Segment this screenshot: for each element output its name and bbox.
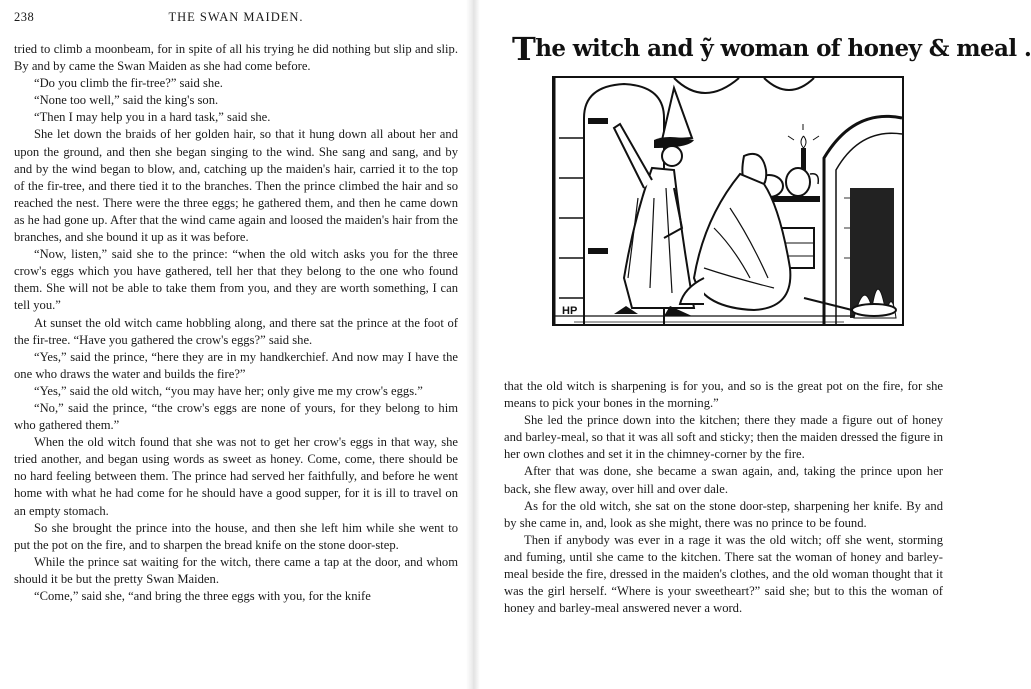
paragraph: So she brought the prince into the house, and then she left him while she went to put the pot on the fire, and to sharpen the bread knife on the stone door-step.: [14, 520, 458, 552]
witch-kitchen-drawing: [554, 78, 902, 324]
paragraph: “Now, listen,” said she to the prince: “when the old witch asks you for the three crow's eggs which you have gathered, tell her that they belong to the one who found them. She will not be able to take them from you, and they are worth something, I can tell you.”: [14, 247, 458, 313]
chapter-title-initial: T: [512, 30, 536, 68]
illustration-monogram: HP: [562, 305, 578, 317]
right-body-text: [504, 378, 943, 617]
running-head: [14, 6, 458, 28]
left-body-text: [14, 41, 458, 605]
running-title: THE SWAN MAIDEN.: [168, 10, 304, 24]
paragraph: As for the old witch, she sat on the stone door-step, sharpening her knife. By and by she came in, and, look as she might, there was no prince to be found.: [504, 498, 943, 530]
chapter-title-text: he witch and ỹ woman of honey & meal .: [535, 35, 1031, 62]
paragraph: that the old witch is sharpening is for you, and so is the great pot on the fire, for she means to pick your bones in the morning.”: [504, 379, 943, 411]
paragraph: She let down the braids of her golden hair, so that it hung down all about her and upon the ground, and then she began singing to the wind. She sang and sang, and by and by the wind began to blow, and, catching up the maiden's hair, carried it to the top of the fir-tree, and there tied it to the branches. Then the prince climbed the hair and so reached the nest. There were the three eggs; he gathered them, and then he came down as he had gone up. After that the wind came again and loosed the maiden's hair from the branches, and she bound it up as it was before.: [14, 127, 458, 245]
woodcut-illustration: [552, 76, 904, 326]
paragraph: “None too well,” said the king's son.: [34, 93, 219, 108]
page-number: 238: [14, 10, 35, 24]
paragraph: “Come,” said she, “and bring the three eggs with you, for the knife: [34, 589, 371, 603]
paragraph: “Then I may help you in a hard task,” said she.: [34, 110, 271, 125]
paragraph: “Do you climb the fir-tree?” said she.: [34, 76, 223, 91]
paragraph: After that was done, she became a swan again, and, taking the prince upon her back, she flew away, over hill and over dale.: [504, 464, 943, 496]
paragraph: “No,” said the prince, “the crow's eggs are none of yours, for they belong to him who gathered them.”: [14, 400, 458, 433]
left-page: [0, 0, 470, 689]
paragraph: tried to climb a moonbeam, for in spite of all his trying he did nothing but slip and slip. By and by came the Swan Maiden as she had come before.: [14, 42, 458, 74]
paragraph: “Yes,” said the old witch, “you may have her; only give me my crow's eggs.”: [34, 383, 423, 398]
paragraph: Then if anybody was ever in a rage it was the old witch; off she went, storming and fuming, until she came to the kitchen. There sat the woman of honey and barley-meal beside the fire, dressed in the maiden's clothes, and the old woman thought that it was the girl herself. “Where is your sweetheart?” said she; but to this the woman of honey and barley-meal answered never a word.: [504, 532, 943, 616]
chapter-title: [512, 30, 1031, 72]
paragraph: While the prince sat waiting for the witch, there came a tap at the door, and whom should it be but the pretty Swan Maiden.: [14, 554, 458, 586]
paragraph: She led the prince down into the kitchen; there they made a figure out of honey and barley-meal, so that it was all soft and sticky; then the maiden dressed the figure in her own clothes and set it in the chimney-corner by the fire.: [504, 413, 943, 462]
paragraph: “Yes,” said the prince, “here they are in my handkerchief. And now may I have the one who draws the water and builds the fire?”: [14, 349, 458, 381]
paragraph: When the old witch found that she was not to get her crow's eggs in that way, she tried another, and began using words as sweet as honey. Come, come, there should be no hard feeling between them. The prince had served her faithfully, and before he went home with what he had come for he should have a good supper, for it is ill to travel on an empty stomach.: [14, 435, 458, 518]
paragraph: At sunset the old witch came hobbling along, and there sat the prince at the foot of the fir-tree. “Have you gathered the crow's eggs?” said she.: [14, 315, 458, 347]
